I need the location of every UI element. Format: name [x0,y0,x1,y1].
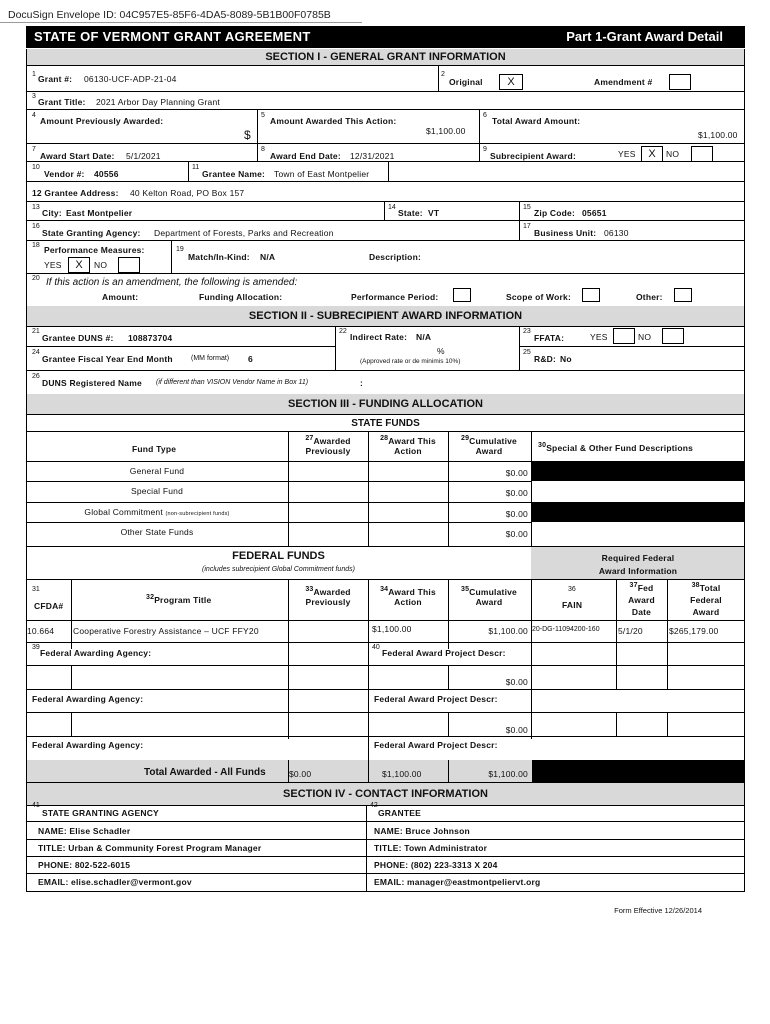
fed-row-2-cum: $0.00 [505,677,528,687]
fed-cumulative-header: $^{35}$Cumulative Award [460,586,517,607]
award-this-header: $^{28}$Award This Action [380,435,436,456]
subrecipient-yes-checkbox[interactable]: X [641,146,663,162]
part-title: Part 1-Grant Award Detail [566,29,723,44]
grant-title-label: Grant Title: [38,97,86,107]
fed-row-cfda: 10.664 [27,626,55,636]
grantee-label: Grantee Name: [202,169,266,179]
fed-agency-label-1: Federal Awarding Agency: [40,648,152,658]
prev-awarded-label: Amount Previously Awarded: [40,116,164,126]
cfda-header: CFDA# [34,601,64,611]
section3-heading: SECTION III - FUNDING ALLOCATION [288,398,483,410]
state-label: State: [398,208,423,218]
title-bar [26,26,745,48]
fed-date-header: $^{37}$Fed Award Date [628,582,655,617]
state-fund-row-3: Global Commitment (non-subrecipient funds) [84,507,230,517]
original-checkbox[interactable]: X [499,74,523,90]
perf-no: NO [94,260,108,270]
duns-registered-note: (if different than VISION Vendor Name in Box 11) [156,379,309,386]
fed-row-fain: 20-DG-11094200-160 [532,626,600,633]
total-awarded-this: $1,100.00 [382,769,422,779]
match-label: Match/In-Kind: [188,252,250,262]
ffata-yes: YES [590,332,608,342]
duns-number: 108873704 [128,333,173,343]
amendment-note: If this action is an amendment, the following is amended: [46,277,298,288]
state: VT [428,208,440,218]
address-label: 12 Grantee Address: [32,188,119,198]
fed-row-total: $265,179.00 [669,626,719,636]
scope-of-work-checkbox[interactable] [582,288,600,302]
section4-heading: SECTION IV - CONTACT INFORMATION [283,788,488,800]
indirect-rate-label: Indirect Rate: [350,332,408,342]
duns-registered-label: DUNS Registered Name [42,378,142,388]
cumulative-header: $^{29}$Cumulative Award [460,435,517,456]
state-fund-row-2: Special Fund [130,486,183,496]
federal-funds-heading: FEDERAL FUNDS [232,550,325,562]
fed-agency-label-3: Federal Awarding Agency: [32,740,144,750]
section2-heading: SECTION II - SUBRECIPIENT AWARD INFORMATION [248,310,523,322]
fiscal-year-format: (MM format) [191,355,230,362]
fund-type-header: Fund Type [132,444,177,454]
form-effective-date: Form Effective 12/26/2014 [614,906,702,915]
agency-label: State Granting Agency: [42,228,141,238]
city: East Montpelier [66,208,133,218]
total-awarded-label: Total Awarded - All Funds [144,767,266,778]
fed-row-this: $1,100.00 [372,624,412,634]
subrecipient-label: Subrecipient Award: [490,151,576,161]
address: 40 Kelton Road, PO Box 157 [130,188,245,198]
grantee-name: Town of East Montpelier [274,169,370,179]
fed-row-program: Cooperative Forestry Assistance – UCF FFY20 [73,626,259,636]
end-date-label: Award End Date: [270,151,341,161]
grant-number-label: Grant #: [38,74,73,84]
subrecipient-no: NO [666,149,680,159]
grantee-header: GRANTEE [378,808,421,818]
state-fund-row-4: Other State Funds [120,527,194,537]
total-award-label: Total Award Amount: [492,116,581,126]
state-agency-header: STATE GRANTING AGENCY [42,808,159,818]
zip-label: Zip Code: [534,208,575,218]
state-fund-row-1: General Fund [129,466,185,476]
grantee-contact-phone: PHONE: (802) 223-3313 X 204 [374,860,498,870]
match-value: N/A [260,252,276,262]
ffata-no-checkbox[interactable] [662,328,684,344]
state-contact-title: TITLE: Urban & Community Forest Program Manager [38,843,262,853]
total-federal-header: $^{38}$Total Federal Award [690,582,722,617]
fed-project-label-3: Federal Award Project Descr: [374,740,498,750]
indirect-rate: N/A [416,332,432,342]
awarded-prev-header: $^{27}$Awarded Previously [305,435,351,456]
total-awarded-cum: $1,100.00 [488,769,528,779]
fed-row-cum: $1,100.00 [488,626,528,636]
federal-funds-note: (includes subrecipient Global Commitment funds) [202,566,355,573]
state-fund-row-1-cum: $0.00 [505,468,528,478]
grantee-contact-title: TITLE: Town Administrator [374,843,488,853]
grantee-contact-name: NAME: Bruce Johnson [374,826,470,836]
program-title-header: $^{32}$Program Title [146,594,212,605]
duns-label: Grantee DUNS #: [42,333,114,343]
prev-awarded-dollar: $ [244,128,251,142]
ffata-no: NO [638,332,652,342]
business-unit-label: Business Unit: [534,228,597,238]
state-funds-heading: STATE FUNDS [351,418,420,429]
fed-award-this-header: $^{34}$Award This Action [380,586,436,607]
ffata-yes-checkbox[interactable] [613,328,635,344]
amount-label: Amount: [102,292,139,302]
subrecipient-no-checkbox[interactable] [691,146,713,162]
zip: 05651 [582,208,607,218]
total-awarded-prev: $0.00 [289,769,312,779]
grantee-contact-email: EMAIL: manager@eastmontpeliervt.org [374,877,541,887]
envelope-id: DocuSign Envelope ID: 04C957E5-85F6-4DA5-8089-5B1B00F0785B [8,9,331,21]
fed-row-date: 5/1/20 [618,626,643,636]
envelope-divider [0,22,362,23]
perf-yes-checkbox[interactable]: X [68,257,90,273]
performance-period-checkbox[interactable] [453,288,471,302]
state-fund-row-2-cum: $0.00 [505,488,528,498]
fiscal-year-month: 6 [248,354,253,364]
amendment-field[interactable] [669,74,691,90]
perf-measures-label: Performance Measures: [44,245,145,255]
state-fund-row-3-cum: $0.00 [505,509,528,519]
agency: Department of Forests, Parks and Recreation [154,228,334,238]
this-action-amount: $1,100.00 [426,126,466,136]
fiscal-year-label: Grantee Fiscal Year End Month [42,354,173,364]
vendor-number: 40556 [94,169,119,179]
other-checkbox[interactable] [674,288,692,302]
fain-header: FAIN [562,600,583,610]
business-unit: 06130 [604,228,629,238]
subrecipient-yes: YES [618,149,636,159]
this-action-label: Amount Awarded This Action: [270,116,397,126]
fed-project-label-2: Federal Award Project Descr: [374,694,498,704]
original-label: Original [449,77,483,87]
state-fund-row-4-cum: $0.00 [505,529,528,539]
state-contact-name: NAME: Elise Schadler [38,826,131,836]
state-contact-email: EMAIL: elise.schadler@vermont.gov [38,877,192,887]
amendment-label: Amendment # [594,77,653,87]
total-award-amount: $1,100.00 [698,130,738,140]
scope-of-work-label: Scope of Work: [506,292,571,302]
perf-yes: YES [44,260,62,270]
fed-project-label-1: Federal Award Project Descr: [382,648,506,658]
fed-agency-label-2: Federal Awarding Agency: [32,694,144,704]
fed-row-3-cum: $0.00 [505,725,528,735]
special-desc-header: $^{30}$Special & Other Fund Descriptions [538,442,694,453]
grant-title: 2021 Arbor Day Planning Grant [96,97,220,107]
ffata-label: FFATA: [534,333,565,343]
rd-label: R&D: [534,354,557,364]
start-date: 5/1/2021 [126,151,161,161]
form-title: STATE OF VERMONT GRANT AGREEMENT [34,29,311,44]
section1-heading: SECTION I - GENERAL GRANT INFORMATION [265,51,506,63]
performance-period-label: Performance Period: [351,292,439,302]
start-date-label: Award Start Date: [40,151,115,161]
city-label: City: [42,208,62,218]
vendor-label: Vendor #: [44,169,85,179]
state-contact-phone: PHONE: 802-522-6015 [38,860,131,870]
perf-no-checkbox[interactable] [118,257,140,273]
funding-allocation-label: Funding Allocation: [199,292,283,302]
other-label: Other: [636,292,663,302]
percent-sign: % [437,346,445,356]
grant-number: 06130-UCF-ADP-21-04 [84,74,177,84]
description-label: Description: [369,252,421,262]
required-federal-header: Required Federal Award Information [598,553,678,576]
end-date: 12/31/2021 [350,151,395,161]
rd-value: No [560,354,572,364]
approved-rate-note: (Approved rate or de minimis 10%) [360,358,461,365]
fed-awarded-prev-header: $^{33}$Awarded Previously [305,586,351,607]
